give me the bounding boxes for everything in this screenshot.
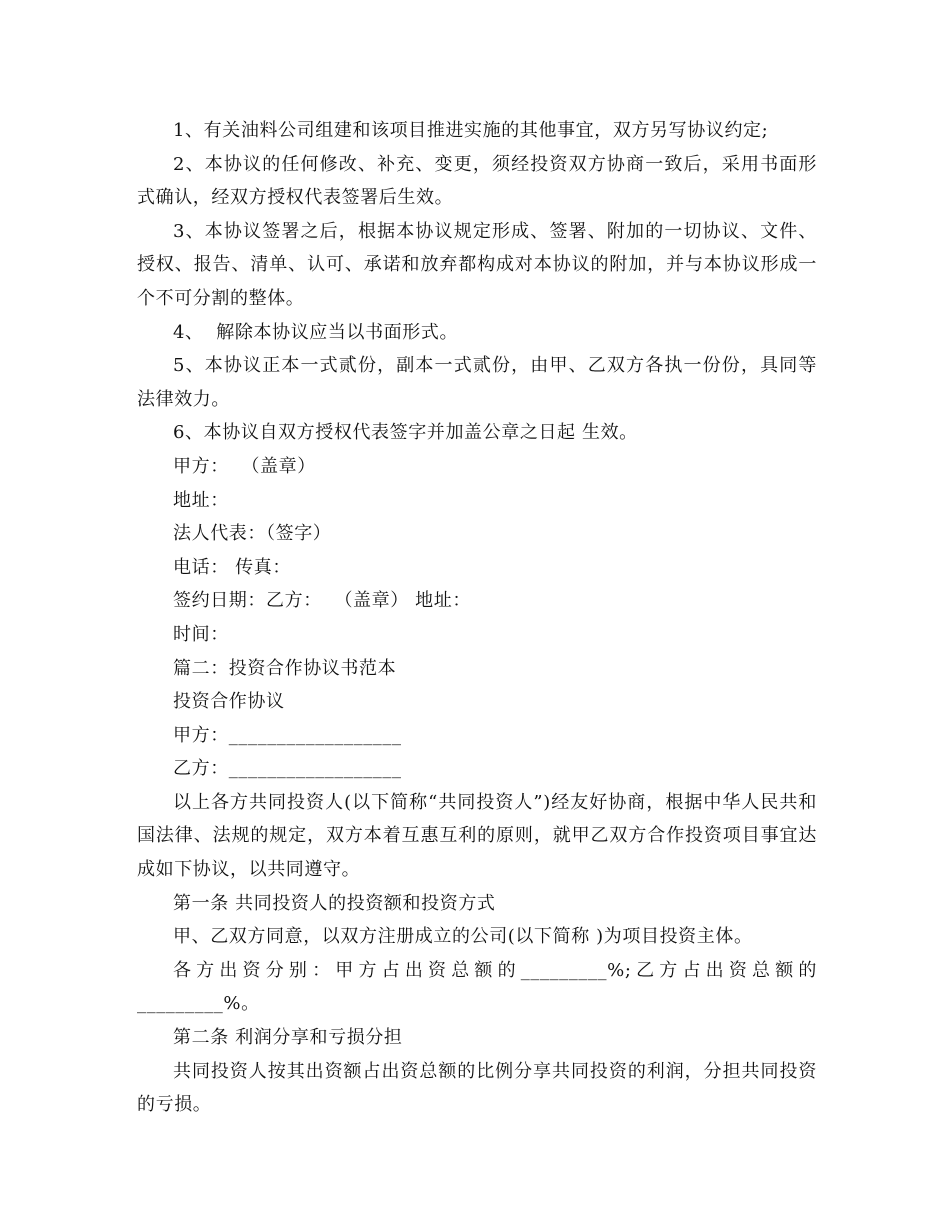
article-2-paragraph-1: 共同投资人按其出资额占出资总额的比例分享共同投资的利润，分担共同投资的亏损。 xyxy=(137,1060,817,1116)
signature-time: 时间： xyxy=(173,623,229,645)
clause-1: 1、有关油料公司组建和该项目推进实施的其他事宜，双方另写协议约定; xyxy=(173,120,769,141)
signature-phone: 电话： 传真： xyxy=(173,556,291,578)
signature-legal-rep: 法人代表：（签字） xyxy=(173,523,332,545)
clause-4: 4、 解除本协议应当以书面形式。 xyxy=(173,321,459,343)
clause-6: 6、本协议自双方授权代表签字并加盖公章之日起 生效。 xyxy=(173,422,638,444)
agreement-title: 投资合作协议 xyxy=(173,691,285,713)
party-b-field: 乙方：__________________ xyxy=(173,758,402,780)
article-1-paragraph-1: 甲、乙双方同意，以双方注册成立的公司(以下简称 )为项目投资主体。 xyxy=(173,926,753,948)
clause-5: 5、本协议正本一式贰份，副本一式贰份，由甲、乙双方各执一份份，具同等法律效力。 xyxy=(137,355,817,410)
clause-2: 2、本协议的任何修改、补充、变更，须经投资双方协商一致后，采用书面形式确认，经双方授权代表签署后生效。 xyxy=(137,153,817,209)
section-heading: 篇二：投资合作协议书范本 xyxy=(173,657,397,679)
signature-party-a: 甲方： （盖章） xyxy=(173,455,316,477)
clause-3: 3、本协议签署之后，根据本协议规定形成、签署、附加的一切协议、文件、授权、报告、清单、认可、承诺和放弃都构成对本协议的附加，并与本协议形成一个不可分割的整体。 xyxy=(137,220,817,309)
article-1-title: 第一条 共同投资人的投资额和投资方式 xyxy=(173,892,496,914)
signature-date: 签约日期：乙方： （盖章） 地址： xyxy=(173,590,471,612)
party-a-field: 甲方：__________________ xyxy=(173,724,402,746)
article-1-paragraph-2: 各方出资分别：甲方占出资总额的_________%;乙方占出资总额的_________%。 xyxy=(137,959,817,1015)
agreement-intro: 以上各方共同投资人(以下简称“共同投资人”)经友好协商，根据中华人民共和国法律、法规的规定，双方本着互惠互利的原则，就甲乙双方合作投资项目事宜达成如下协议，以共同遵守。 xyxy=(137,791,817,881)
article-2-title: 第二条 利润分享和亏损分担 xyxy=(173,1027,403,1049)
document-page xyxy=(137,114,817,1122)
signature-address: 地址： xyxy=(173,489,229,511)
